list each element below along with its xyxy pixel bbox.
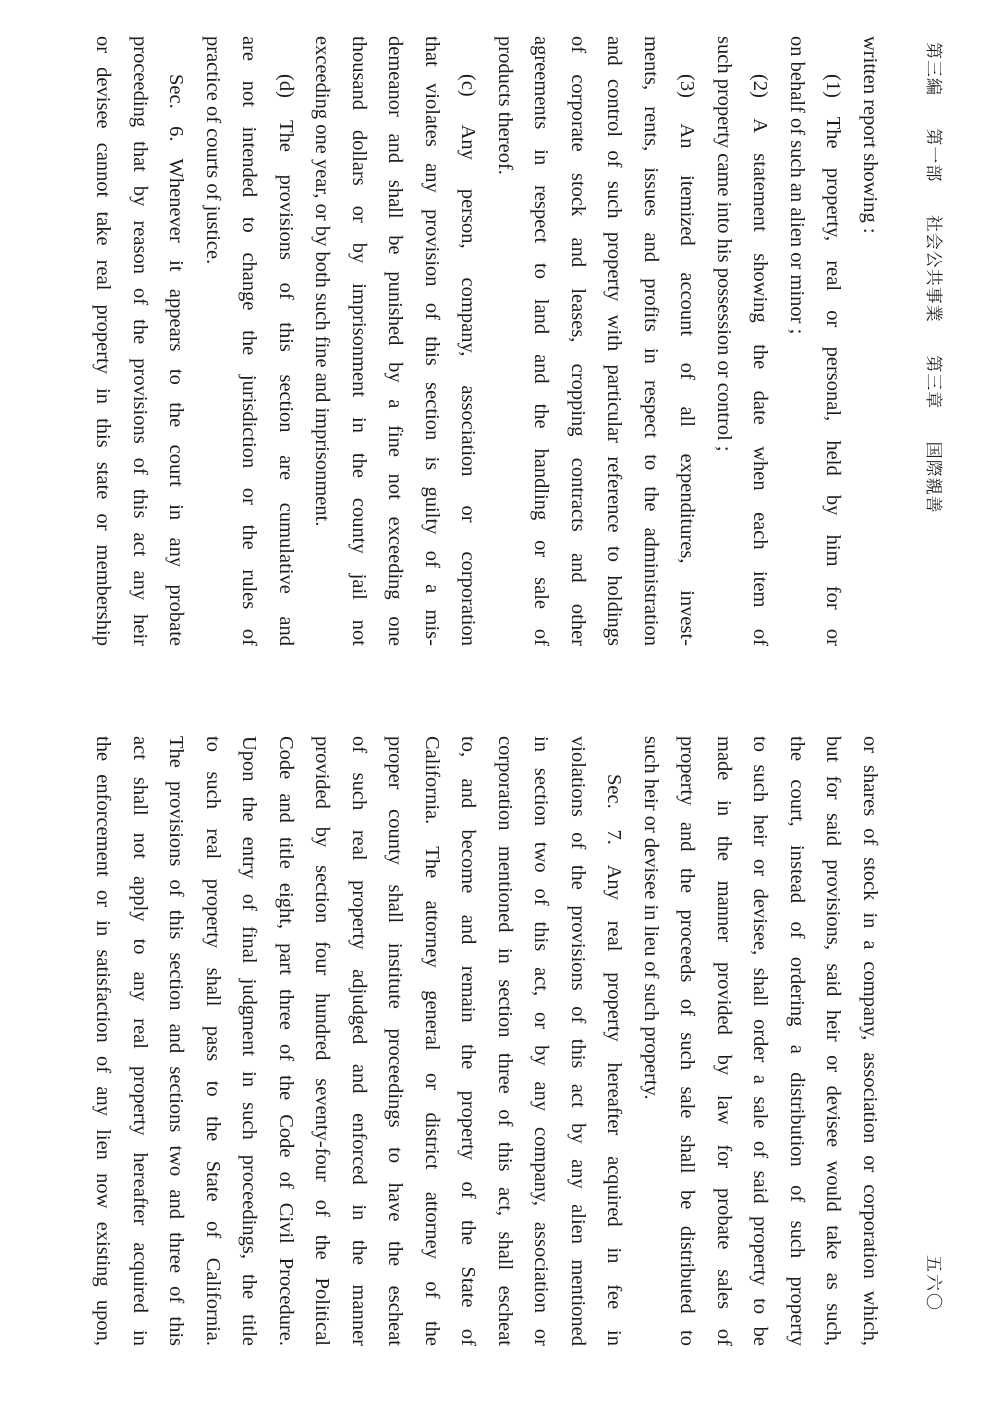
text-line: proceeding that by reason of the provisions of this act any heir	[129, 36, 151, 646]
running-head-chapter-title: 国際親善	[923, 441, 943, 514]
text-line: exceeding one year, or by both such fine and imprisonment.	[311, 36, 334, 527]
text-line: proper county shall institute proceedings to have the escheat	[384, 736, 407, 1346]
running-head-division: 第一部	[923, 128, 943, 183]
text-line: California. The attorney general or district attorney of the	[421, 736, 443, 1346]
text-line: products thereof.	[494, 36, 516, 175]
text-line: practice of courts of justice.	[202, 36, 224, 265]
text-line: or shares of stock in a company, association or corporation which,	[859, 736, 881, 1346]
text-line: in section two of this act, or by any company, association or	[530, 736, 553, 1346]
text-line: written report showing :	[859, 36, 881, 234]
text-line: (1) The property, real or personal, held by him for or	[822, 74, 845, 646]
text-line: such property came into his possession or control ;	[713, 36, 735, 452]
text-line: that violates any provision of this section is guilty of a mis-	[421, 36, 443, 646]
text-line: (d) The provisions of this section are cumulative and	[275, 74, 297, 646]
text-line: such heir or devisee in lieu of such property.	[640, 736, 662, 1100]
text-line: to such real property shall pass to the State of California.	[202, 736, 224, 1346]
text-line: demeanor and shall be punished by a fine not exceeding one	[384, 36, 407, 646]
text-line: violations of the provisions of this act by any alien mentioned	[567, 736, 589, 1346]
text-line: the enforcement or in satisfaction of any lien now existing upon,	[92, 736, 115, 1346]
text-line: of such real property adjudged and enforced in the manner	[348, 736, 370, 1346]
text-line: of corporate stock and leases, cropping contracts and other	[567, 36, 589, 646]
text-line: (3) An itemized account of all expenditures, invest-	[676, 74, 699, 646]
text-line: agreements in respect to land and the handling or sale of	[530, 36, 553, 646]
text-line: or devisee cannot take real property in this state or membership	[92, 36, 115, 646]
text-line: to such heir or devisee, shall order a sale of said property to be	[749, 736, 772, 1346]
text-line: to, and become and remain the property of the State of	[457, 736, 480, 1346]
text-line: (c) Any person, company, association or corporation	[457, 74, 480, 646]
text-line: ments, rents, issues and profits in respect to the administration	[640, 36, 662, 646]
text-line: provided by section four hundred seventy-four of the Political	[311, 736, 334, 1346]
text-line: act shall not apply to any real property hereafter acquired in	[129, 736, 151, 1346]
text-line: on behalf of such an alien or minor ;	[786, 36, 808, 335]
running-head-chapter: 第三章	[923, 355, 943, 410]
text-line: made in the manner provided by law for probate sales of	[713, 736, 735, 1346]
text-line: Code and title eight, part three of the Code of Civil Procedure.	[275, 736, 297, 1346]
text-line: corporation mentioned in section three of this act, shall escheat	[494, 736, 516, 1346]
running-head-part: 第三編	[923, 42, 943, 96]
text-line: Upon the entry of final judgment in such proceedings, the title	[238, 736, 261, 1346]
text-line: (2) A statement showing the date when each item of	[749, 74, 772, 646]
text-line: thousand dollars or by imprisonment in the county jail not	[348, 36, 370, 646]
text-line: Sec. 6. Whenever it appears to the court in any probate	[165, 74, 188, 646]
page-number: 五六〇	[923, 1255, 943, 1312]
running-head	[923, 42, 948, 540]
text-line: property and the proceeds of such sale shall be distributed to	[676, 736, 699, 1346]
text-line: the court, instead of ordering a distribution of such property	[786, 736, 808, 1346]
left-text-column	[85, 36, 888, 646]
text-line: are not intended to change the jurisdiction or the rules of	[238, 36, 261, 646]
text-line: but for said provisions, said heir or devisee would take as such,	[822, 736, 845, 1346]
right-text-column	[85, 736, 888, 1346]
running-head-subject: 社会公共事業	[923, 214, 943, 323]
text-line: The provisions of this section and sections two and three of this	[165, 736, 188, 1346]
text-line: and control of such property with particular reference to holdings	[603, 36, 626, 646]
text-line: Sec. 7. Any real property hereafter acquired in fee in	[603, 774, 626, 1346]
